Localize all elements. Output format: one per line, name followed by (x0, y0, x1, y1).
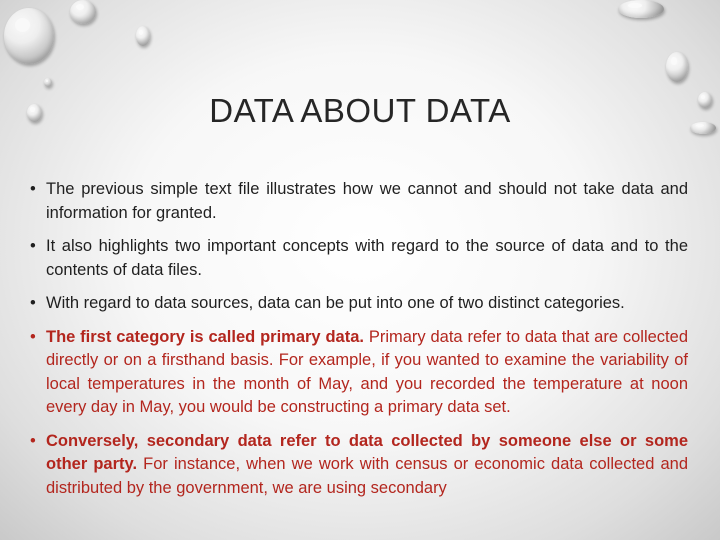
water-drop-decoration (44, 78, 52, 87)
water-drop-decoration (666, 52, 688, 82)
bullet-marker: • (30, 327, 36, 346)
bullet-marker: • (30, 431, 36, 450)
bullet-marker: • (30, 180, 36, 198)
bullet-lead-text: The first category is called primary data. (46, 327, 364, 346)
bullet-list (30, 178, 688, 510)
bullet-item (30, 430, 688, 501)
bullet-marker: • (30, 237, 36, 255)
bullet-lead-text: Conversely, secondary data refer to data collected by someone else or some other party. (46, 431, 688, 473)
slide-title: DATA ABOUT DATA (209, 92, 511, 129)
bullet-item (30, 292, 688, 316)
bullet-marker: • (30, 294, 36, 312)
water-drop-decoration (70, 0, 96, 24)
bullet-text: It also highlights two important concepts with regard to the source of data and to the contents of data files. (46, 237, 688, 279)
bullet-text: The previous simple text file illustrates how we cannot and should not take data and information for granted. (46, 180, 688, 222)
bullet-item (30, 178, 688, 225)
water-drop-decoration (4, 8, 54, 64)
bullet-item (30, 326, 688, 420)
bullet-text: Primary data refer to data that are collected directly or on a firsthand basis. For example, if you wanted to examine the variability of local temperatures in the month of May, and you recorded the temperature at noon every day in May, you would be constructing a primary data set. (46, 327, 688, 416)
water-drop-decoration (618, 0, 664, 18)
bullet-text: With regard to data sources, data can be put into one of two distinct categories. (46, 294, 625, 312)
bullet-item (30, 235, 688, 282)
bullet-text: For instance, when we work with census or economic data collected and distributed by the government, we are using secondary (46, 455, 688, 497)
water-drop-decoration (136, 26, 150, 46)
